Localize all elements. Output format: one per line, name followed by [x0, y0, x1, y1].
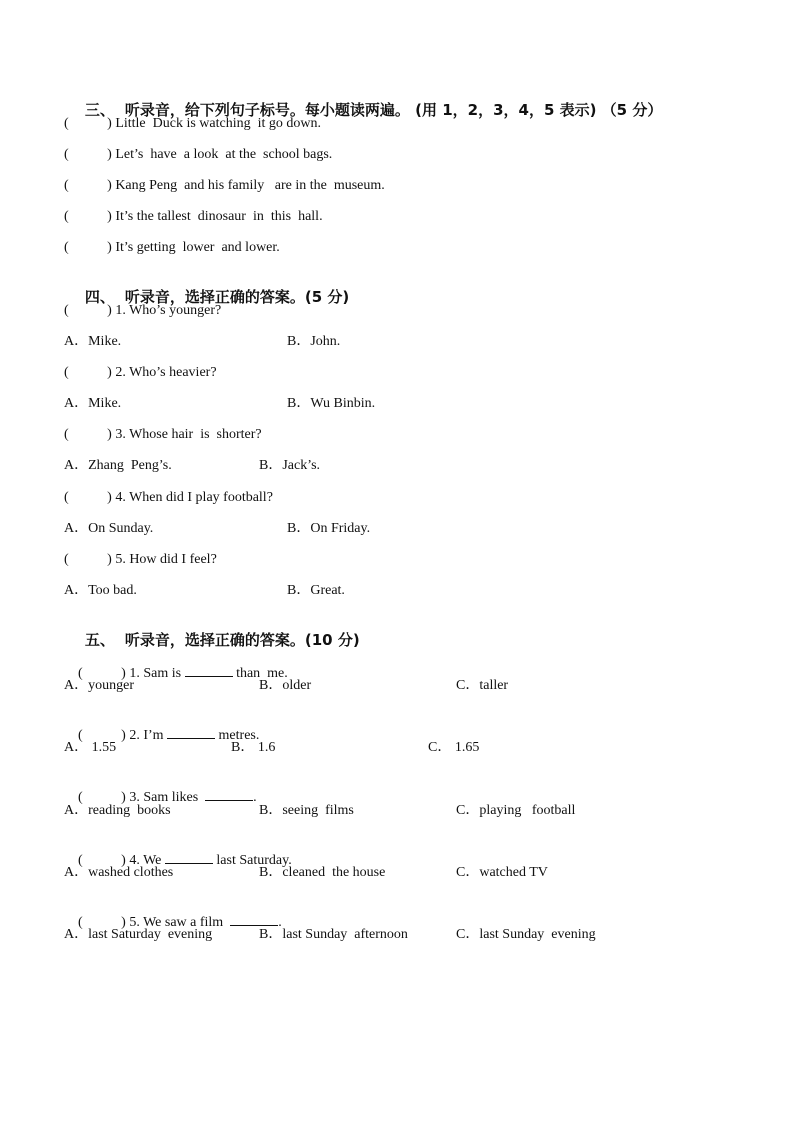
- section-4-q2-option-a: A．Mike.: [64, 396, 122, 411]
- section-5-title: 听录音，选择正确的答案。(10 分): [124, 631, 360, 649]
- section-4-q3-option-b: B．Jack’s.: [259, 458, 321, 473]
- section-4-question-2: ( ) 2. Who’s heavier?: [64, 365, 217, 380]
- section-5-q3-blank[interactable]: [205, 788, 253, 801]
- section-4-question-3: ( ) 3. Whose hair is shorter?: [64, 427, 262, 442]
- section-5-q2-text-after: metres.: [215, 728, 260, 743]
- section-5-q4-text-before: ( ) 4. We: [78, 853, 165, 868]
- section-5-q5-option-a: A．last Saturday evening: [64, 927, 213, 942]
- section-5-q1-option-c: C．taller: [456, 678, 509, 693]
- section-5-q1-option-b: B．older: [259, 678, 312, 693]
- section-5-q1-text-after: than me.: [232, 666, 288, 681]
- section-3-title: 听录音，给下列句子标号。每小题读两遍。 (用 1，2，3，4，5 表示) （5 分）: [124, 101, 663, 119]
- section-5-q5-option-c: C．last Sunday evening: [456, 927, 596, 942]
- section-4-question-5: ( ) 5. How did I feel?: [64, 552, 217, 567]
- section-3-number: 三、: [84, 101, 115, 119]
- section-5-q5-text-before: ( ) 5. We saw a film: [78, 915, 231, 930]
- section-5-q2-option-c: C． 1.65: [428, 740, 480, 755]
- section-4-q2-option-b: B．Wu Binbin.: [287, 396, 376, 411]
- section-3-item-4: ( ) It’s the tallest dinosaur in this hall.: [64, 209, 323, 224]
- section-4-q1-option-b: B．John.: [287, 334, 341, 349]
- section-4-question-4: ( ) 4. When did I play football?: [64, 490, 273, 505]
- section-3-item-5: ( ) It’s getting lower and lower.: [64, 240, 280, 255]
- section-5-q1-text-before: ( ) 1. Sam is: [78, 666, 185, 681]
- section-4-number: 四、: [84, 288, 115, 306]
- section-5-q3-text-before: ( ) 3. Sam likes: [78, 790, 206, 805]
- section-5-q1-option-a: A．younger: [64, 678, 134, 693]
- section-5-q3-option-b: B．seeing films: [259, 803, 354, 818]
- section-5-q4-blank[interactable]: [165, 851, 213, 864]
- section-5-number: 五、: [84, 631, 115, 649]
- section-5-q2-option-a: A． 1.55: [64, 740, 117, 755]
- section-5-q4-option-c: C．watched TV: [456, 865, 548, 880]
- section-4-q3-option-a: A．Zhang Peng’s.: [64, 458, 172, 473]
- section-4-q4-option-a: A．On Sunday.: [64, 521, 154, 536]
- section-5-q5-blank[interactable]: [230, 913, 278, 926]
- section-5-q2-option-b: B． 1.6: [231, 740, 276, 755]
- section-4-q1-option-a: A．Mike.: [64, 334, 122, 349]
- section-5-q3-option-a: A．reading books: [64, 803, 171, 818]
- section-5-q1-blank[interactable]: [185, 664, 233, 677]
- section-5-q3-option-c: C．playing football: [456, 803, 576, 818]
- section-5-q2-blank[interactable]: [167, 726, 215, 739]
- section-4-q5-option-a: A．Too bad.: [64, 583, 137, 598]
- section-4-question-1: ( ) 1. Who’s younger?: [64, 303, 222, 318]
- section-5-q4-text-after: last Saturday.: [212, 853, 292, 868]
- section-4-q5-option-b: B．Great.: [287, 583, 345, 598]
- section-5-q2-text-before: ( ) 2. I’m: [78, 728, 168, 743]
- section-5-q4-option-a: A．washed clothes: [64, 865, 174, 880]
- section-3-item-1: ( ) Little Duck is watching it go down.: [64, 116, 322, 131]
- section-5-q5-option-b: B．last Sunday afternoon: [259, 927, 408, 942]
- section-5-q4-option-b: B．cleaned the house: [259, 865, 386, 880]
- section-5-q5-text-after: .: [278, 915, 282, 930]
- section-4-title: 听录音，选择正确的答案。(5 分): [124, 288, 350, 306]
- section-4-q4-option-b: B．On Friday.: [287, 521, 371, 536]
- section-3-item-2: ( ) Let’s have a look at the school bags.: [64, 147, 333, 162]
- section-3-item-3: ( ) Kang Peng and his family are in the museum.: [64, 178, 385, 193]
- section-5-q3-text-after: .: [253, 790, 257, 805]
